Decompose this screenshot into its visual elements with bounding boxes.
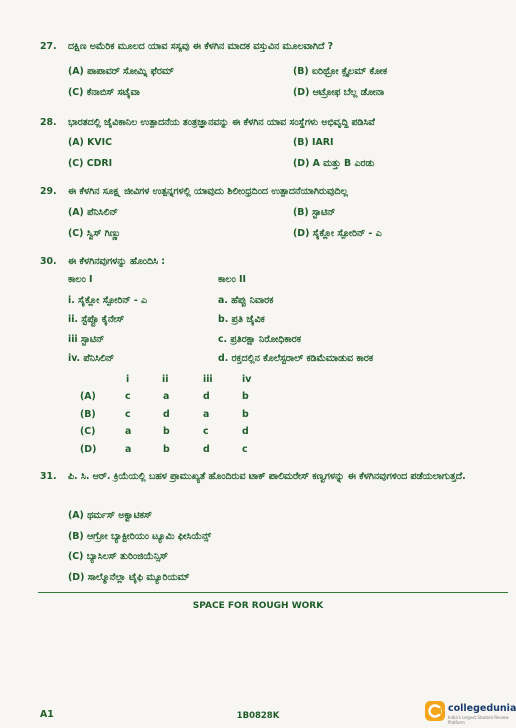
option-b: (B) ಸ್ಟಾಟಿನ್	[293, 207, 336, 218]
match-right-3: c. ಪ್ರತಿರಕ್ಷಾ ನಿರೋಧಿಕಾರಕ	[218, 334, 301, 345]
question-text: ಈ ಕೆಳಗಿನ ಸೂಕ್ಷ್ಮ ಜೀವಿಗಳ ಉತ್ಪನ್ನಗಳಲ್ಲಿ ಯಾವುದು ಶಿಲೀಂಧ್ರದಿಂದ ಉತ್ಪಾದನೆಯಾಗಿರುವುದಿಲ್ಲ	[68, 186, 348, 197]
code-cell: a	[125, 444, 132, 455]
code-cell: a	[163, 391, 170, 402]
booklet-code: 1B0828K	[236, 711, 280, 721]
question-number: 29.	[40, 186, 57, 197]
option-c: (C) ಸ್ವಿಸ್ ಗಿಣ್ಣು	[68, 228, 121, 239]
code-head-iii: iii	[203, 374, 213, 385]
match-left-2: ii. ಸ್ಟೆಪ್ಟೊ ಕೈನೇಸ್	[68, 314, 125, 325]
option-d: (D) ಸಾಲ್ಮೊನೆಲ್ಲಾ ಟೈಫಿ ಮ್ಯೂರಿಯಮ್	[68, 572, 190, 583]
code-label: (A)	[80, 391, 96, 402]
code-cell: d	[203, 391, 210, 402]
code-cell: b	[163, 426, 170, 437]
code-cell: a	[125, 426, 132, 437]
code-cell: b	[163, 444, 170, 455]
question-27	[40, 41, 510, 101]
option-b: (B) IARI	[293, 137, 334, 148]
option-a: (A) ಥರ್ಮಸ್ ಅಕ್ವಾಟಿಕಸ್	[68, 510, 152, 521]
code-cell: d	[203, 444, 210, 455]
logo-tagline: India's largest Student Review Platform	[448, 715, 509, 725]
option-a: (A) KVIC	[68, 137, 112, 148]
question-28	[40, 117, 510, 177]
option-b: (B) ಐರಿಥ್ರೋ ಕ್ಸೈಲಮ್ ಕೋಕ	[293, 66, 388, 77]
match-left-3: iii ಸ್ಟಾಟಿನ್	[68, 334, 105, 345]
match-right-4: d. ರಕ್ತದಲ್ಲಿನ ಕೊಲೆಸ್ಟರಾಲ್ ಕಡಿಮೆಮಾಡುವ ಕಾರಕ	[218, 353, 374, 364]
code-cell: b	[242, 409, 249, 420]
question-29	[40, 186, 510, 246]
code-cell: d	[163, 409, 170, 420]
code-head-i: i	[126, 374, 130, 385]
code-cell: c	[125, 409, 131, 420]
page-id: A1	[40, 709, 54, 720]
match-left-4: iv. ಪೆನಿಸಿಲಿನ್	[68, 353, 115, 364]
column-2-heading: ಕಾಲಂ II	[218, 274, 246, 285]
logo-text: collegedunia	[448, 703, 516, 714]
question-text: ಪಿ. ಸಿ. ಆರ್. ಕ್ರಿಯೆಯಲ್ಲಿ ಬಹಳ ಪ್ರಾಮುಖ್ಯತೆ ಹೊಂದಿರುವ ಟಾಕ್ ಪಾಲಿಮರೇಸ್ ಕಣ್ವಗಳನ್ನು ಈ ಕೆಳಗಿನವುಗಳಿಂದ ಪಡೆಯಲಾಗುತ್ತದೆ.	[68, 471, 466, 482]
match-right-2: b. ಪ್ರತಿ ಜೈವಿಕ	[218, 314, 265, 325]
match-left-1: i. ಸೈಕ್ಲೋ ಸ್ಪೋರಿನ್ - ಎ	[68, 295, 148, 306]
logo-icon	[424, 700, 446, 722]
question-number: 30.	[40, 256, 57, 267]
question-text: ಈ ಕೆಳಗಿನವುಗಳನ್ನು ಹೊಂದಿಸಿ :	[68, 256, 166, 267]
option-d: (D) ಸೈಕ್ಲೋ ಸ್ಪೋರಿನ್ - ಎ	[293, 228, 382, 239]
option-d: (D) ಆಟ್ರೋಫ ಬೆಲ್ಲ ಡೋನಾ	[293, 87, 385, 98]
option-c: (C) CDRI	[68, 158, 113, 169]
column-1-heading: ಕಾಲಂ I	[68, 274, 93, 285]
code-cell: a	[203, 409, 210, 420]
code-label: (C)	[80, 426, 96, 437]
option-a: (A) ಪೆನಿಸಿಲಿನ್	[68, 207, 118, 218]
match-right-1: a. ಹೆಪ್ಪು ನಿವಾರಕ	[218, 295, 274, 306]
code-cell: c	[125, 391, 131, 402]
code-cell: b	[242, 391, 249, 402]
code-label: (D)	[80, 444, 97, 455]
code-cell: c	[242, 444, 248, 455]
code-cell: d	[242, 426, 249, 437]
question-number: 31.	[40, 471, 57, 482]
code-label: (B)	[80, 409, 96, 420]
question-number: 27.	[40, 41, 57, 52]
question-text: ಭಾರತದಲ್ಲಿ ಜೈವಿಕಾನಿಲ ಉತ್ಪಾದನೆಯ ತಂತ್ರಜ್ಞಾನವನ್ನು ಈ ಕೆಳಗಿನ ಯಾವ ಸಂಸ್ಥೆಗಳು ಅಭಿವೃದ್ಧಿ ಪಡಿಸಿವೆ	[68, 117, 375, 128]
option-c: (C) ಬ್ಯಾಸಿಲಸ್ ತುರಿಂಜಿಯೆನ್ಸಿಸ್	[68, 551, 168, 562]
option-d: (D) A ಮತ್ತು B ಎರಡು	[293, 158, 375, 169]
collegedunia-logo	[424, 697, 516, 725]
option-c: (C) ಕೆನಾಬಿಸ್ ಸಟೈವಾ	[68, 87, 140, 98]
divider-line	[38, 592, 508, 593]
option-a: (A) ಪಾಪಾವರ್ ಸೋಮ್ನಿ ಫೆರಮ್	[68, 66, 174, 77]
question-31	[40, 471, 510, 583]
code-head-ii: ii	[162, 374, 169, 385]
question-number: 28.	[40, 117, 57, 128]
question-text: ದಕ್ಷಿಣ ಅಮೆರಿಕ ಮೂಲದ ಯಾವ ಸಸ್ಯವು ಈ ಕೆಳಗಿನ ಮಾದಕ ವಸ್ತುವಿನ ಮೂಲವಾಗಿದೆ ?	[68, 41, 334, 52]
code-head-iv: iv	[242, 374, 252, 385]
rough-work-label: SPACE FOR ROUGH WORK	[192, 601, 324, 611]
option-b: (B) ಆಗ್ರೋ ಬ್ಯಾಕ್ಟೀರಿಯಂ ಟ್ಯೂಮಿ ಫೀಸಿಯೆನ್ಸ್	[68, 531, 212, 542]
code-cell: c	[203, 426, 209, 437]
